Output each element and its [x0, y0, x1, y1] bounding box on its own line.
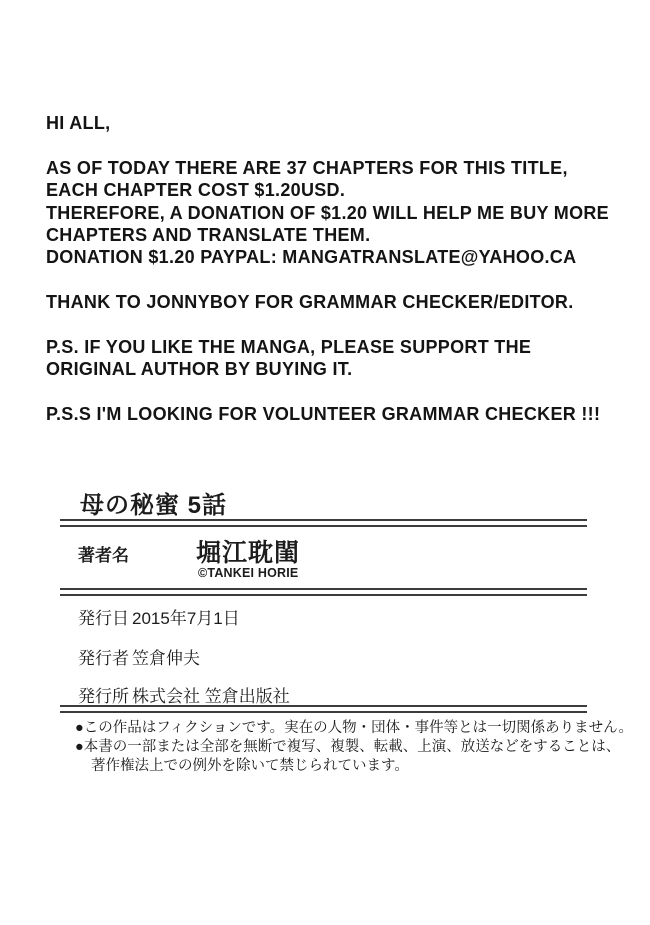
- publish-date-value: 2015年7月1日: [132, 609, 240, 628]
- note-line: THANK TO JONNYBOY FOR GRAMMAR CHECKER/EDITOR.: [46, 292, 574, 313]
- divider-rule: [60, 519, 587, 527]
- translator-note: [46, 112, 636, 426]
- note-line: EACH CHAPTER COST $1.20USD.: [46, 180, 346, 201]
- note-line-blank: [46, 134, 636, 156]
- notice-line: ●本書の一部または全部を無断で複写、複製、転載、上演、放送などをすることは、: [75, 739, 621, 756]
- note-line: P.S. IF YOU LIKE THE MANGA, PLEASE SUPPORT THE: [46, 337, 532, 358]
- publish-date-label: 発行日: [78, 609, 129, 628]
- notice-line: 著作権法上での例外を除いて禁じられています。: [91, 758, 409, 775]
- publisher-person-label: 発行者: [78, 649, 129, 668]
- note-line: DONATION $1.20 PAYPAL: MANGATRANSLATE@YAHOO.CA: [46, 247, 577, 268]
- note-line: CHAPTERS AND TRANSLATE THEM.: [46, 225, 371, 246]
- note-line: THEREFORE, A DONATION OF $1.20 WILL HELP ME BUY MORE: [46, 202, 609, 223]
- note-line: AS OF TODAY THERE ARE 37 CHAPTERS FOR THIS TITLE,: [46, 157, 568, 178]
- author-name: 堀江耽閨: [196, 539, 301, 567]
- author-label: 著者名: [78, 546, 129, 565]
- notice-line: ●この作品はフィクションです。実在の人物・団体・事件等とは一切関係ありません。: [75, 720, 634, 736]
- divider-rule: [60, 588, 587, 596]
- publisher-person-value: 笠倉伸夫: [132, 649, 200, 668]
- publisher-company-value: 株式会社 笠倉出版社: [132, 687, 290, 706]
- note-line: ORIGINAL AUTHOR BY BUYING IT.: [46, 359, 353, 380]
- book-title: 母の秘蜜 5話: [80, 492, 228, 519]
- note-line: P.S.S I'M LOOKING FOR VOLUNTEER GRAMMAR CHECKER !!!: [46, 404, 601, 425]
- note-line-blank: [46, 314, 636, 336]
- divider-rule: [60, 705, 587, 713]
- note-line-blank: [46, 269, 636, 291]
- author-copyright: ©TANKEI HORIE: [198, 566, 299, 580]
- legal-notices: [75, 719, 633, 777]
- note-line-blank: [46, 381, 636, 403]
- note-line: HI ALL,: [46, 113, 111, 133]
- publisher-company-label: 発行所: [78, 687, 129, 706]
